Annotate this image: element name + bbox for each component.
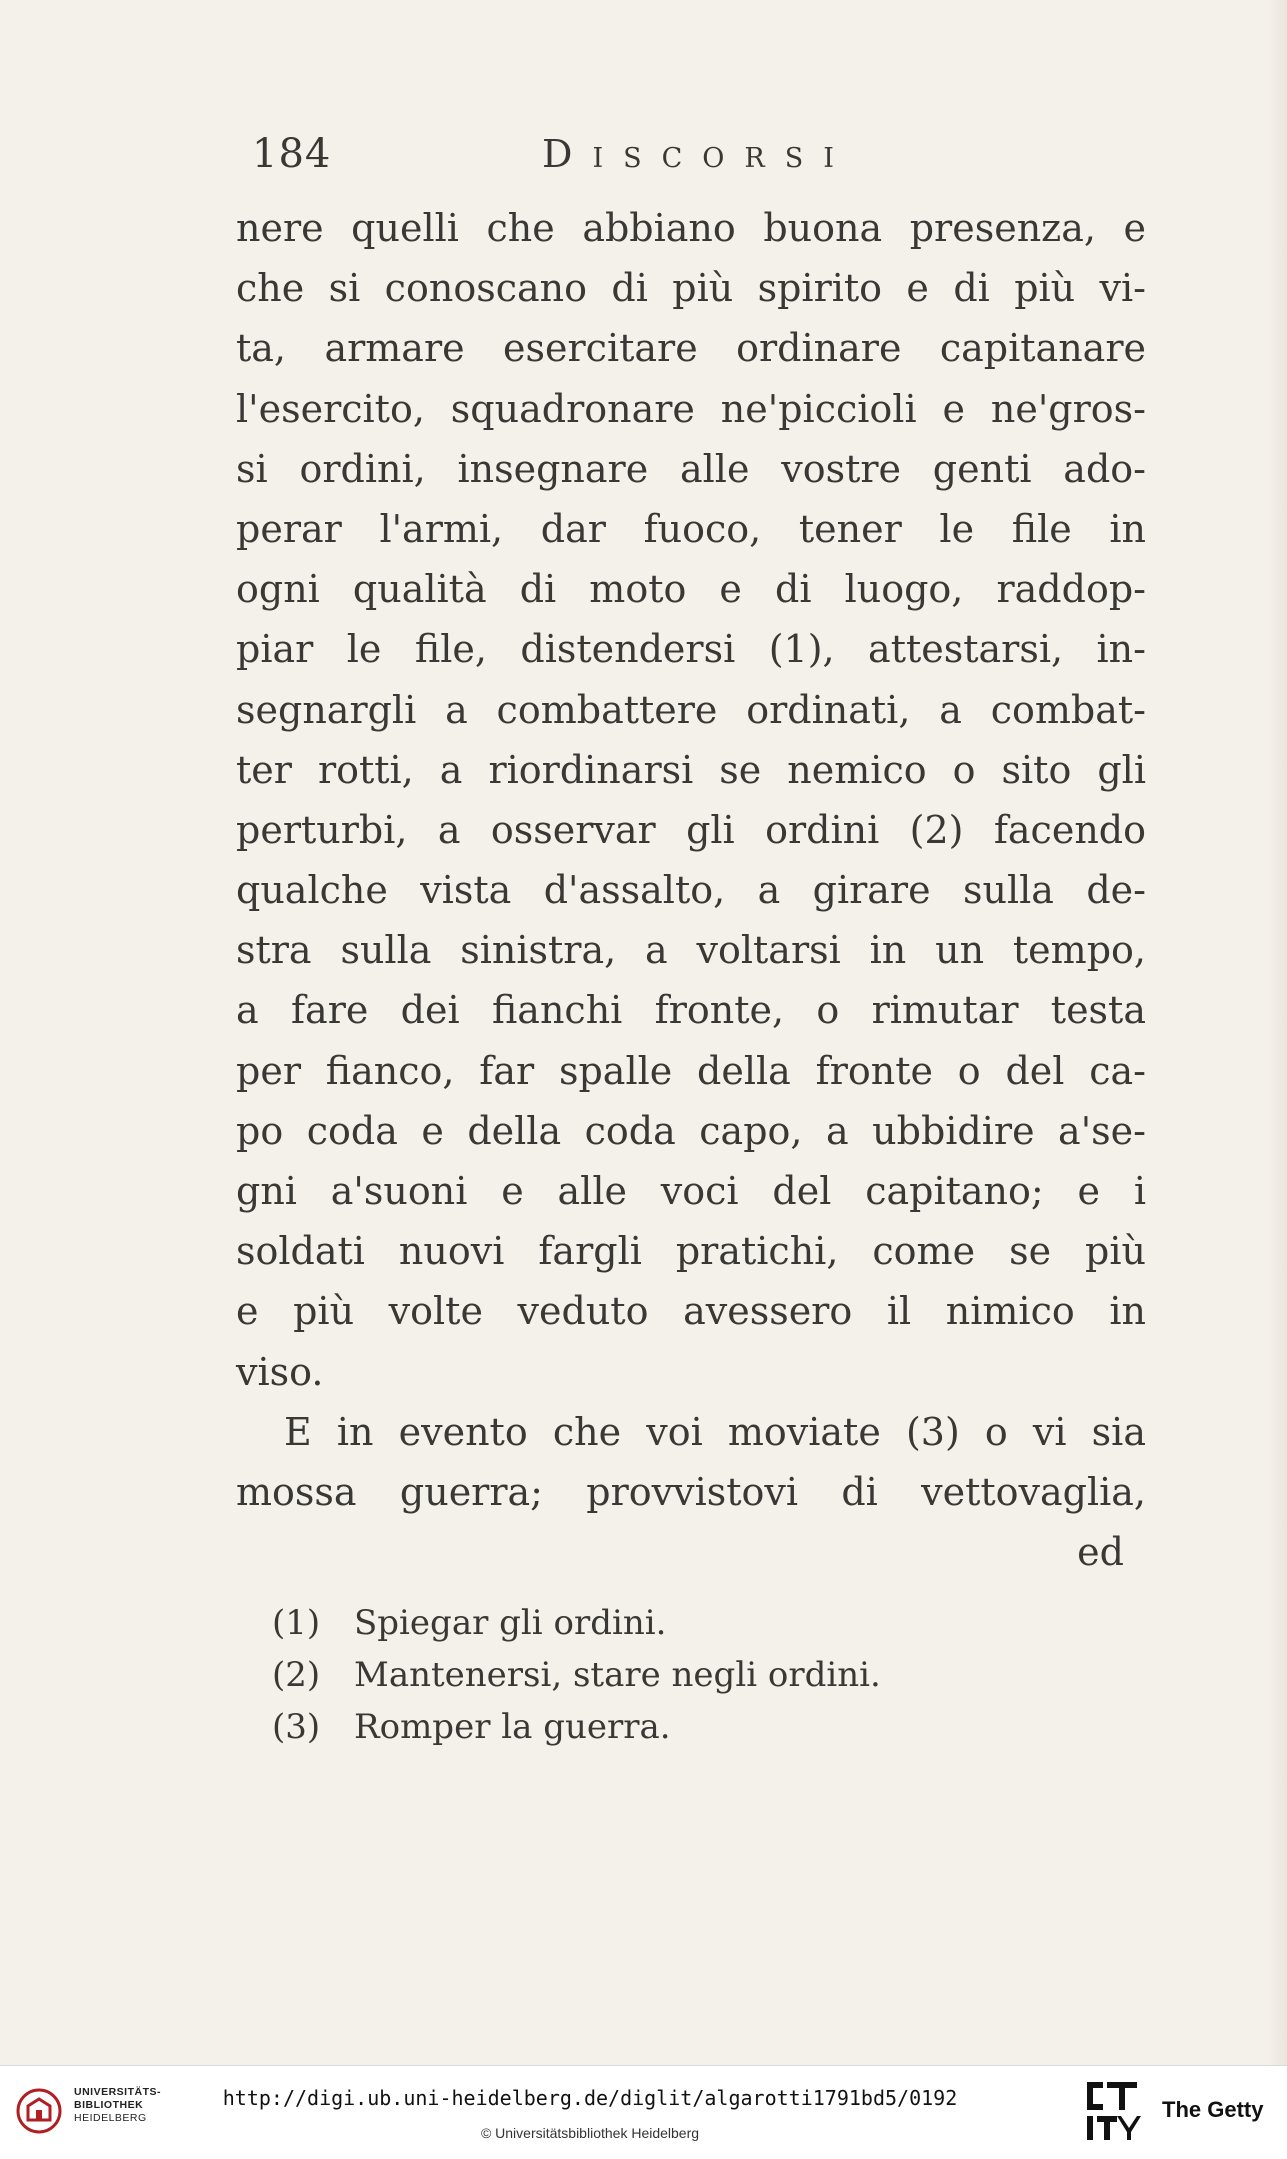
text-line: ta, armare esercitare ordinare capitanare [236,326,1146,371]
text-line: viso. [236,1349,324,1394]
university-library-logo-icon[interactable] [14,2086,64,2136]
text-line: perturbi, a osservar gli ordini (2) facendo [236,807,1146,852]
footnote-marker: (2) [272,1655,321,1695]
footnote-marker: (3) [272,1707,321,1747]
footnote [272,1701,1032,1753]
text-line: e più volte veduto avessero il nimico in [236,1289,1146,1334]
text-line: qualche vista d'assalto, a girare sulla de- [236,868,1146,913]
text-line: stra sulla sinistra, a voltarsi in un tempo, [236,928,1146,973]
text-line: nere quelli che abbiano buona presenza, e [236,206,1146,250]
permalink-url[interactable]: http://digi.ub.uni-heidelberg.de/diglit/algarotti1791bd5/0192 [222,2086,958,2110]
text-line: l'esercito, squadronare ne'piccioli e ne'gros- [236,386,1146,431]
footnote [272,1597,1032,1649]
text-line: piar le file, distendersi (1), attestarsi, in- [236,627,1146,672]
footnote-text: Mantenersi, stare negli ordini. [354,1655,881,1695]
text-line: a fare dei fianchi fronte, o rimutar testa [236,988,1146,1033]
footnote-text: Spiegar gli ordini. [354,1603,667,1643]
text-line: ter rotti, a riordinarsi se nemico o sito gli [236,747,1146,792]
text-line: soldati nuovi fargli pratichi, come se più [236,1229,1146,1274]
text-line: E in evento che voi moviate (3) o vi sia [284,1409,1146,1454]
text-line: si ordini, insegnare alle vostre genti ado- [236,446,1146,491]
getty-logo-icon[interactable] [1085,2080,1141,2146]
text-line: segnargli a combattere ordinati, a combat- [236,687,1146,732]
page-number: 184 [252,131,332,177]
body-text [236,198,1146,1582]
footnotes [272,1597,1032,1753]
footnote-text: Romper la guerra. [354,1707,671,1747]
page-header [236,130,1146,190]
text-line: po coda e della coda capo, a ubbidire a'se- [236,1108,1146,1153]
text-line: gni a'suoni e alle voci del capitano; e i [236,1169,1146,1213]
footnote-marker: (1) [272,1603,321,1643]
viewer-footer [0,2065,1287,2159]
text-line: per fianco, far spalle della fronte o del ca- [236,1048,1146,1093]
footnote [272,1649,1032,1701]
page-edge-shadow [1269,0,1287,2065]
text-line: mossa guerra; provvistovi di vettovaglia, [236,1469,1146,1514]
running-title: Discorsi [542,132,854,176]
copyright-notice: © Universitätsbibliothek Heidelberg [480,2125,700,2141]
text-line: ogni qualità di moto e di luogo, raddop- [236,567,1146,612]
text-line: che si conoscano di più spirito e di più vi- [236,266,1146,311]
getty-label: The Getty [1162,2097,1264,2122]
text-line: perar l'armi, dar fuoco, tener le file in [236,506,1146,551]
university-library-name: UNIVERSITÄTS- BIBLIOTHEK HEIDELBERG [74,2086,162,2124]
catchword: ed [1077,1530,1124,1575]
